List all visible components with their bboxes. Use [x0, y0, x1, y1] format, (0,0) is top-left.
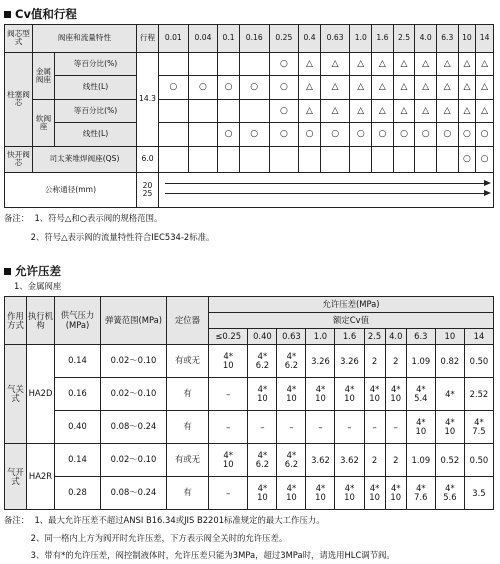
pressure-closed-value: 10 — [286, 492, 297, 502]
spec-mark — [299, 146, 321, 173]
spec-mark — [218, 146, 240, 173]
pressure-open-value: 4* — [257, 483, 268, 494]
cv-col: 6.3 — [436, 25, 458, 53]
spec-mark — [350, 146, 372, 173]
pressure-open-value: 4* — [445, 388, 455, 399]
cv-col: 1.0 — [350, 25, 372, 53]
spring-value: 0.08～0.24 — [101, 477, 167, 510]
pressure-closed-value: 10 — [315, 393, 326, 403]
nominal-20: 20 — [142, 181, 153, 191]
spring-header: 弹簧范围(MPa) — [101, 297, 167, 345]
spec-mark — [436, 146, 458, 173]
spec-mark: △ — [415, 99, 437, 122]
spec-mark: △ — [458, 52, 476, 75]
pressure-open-value: 2 — [393, 355, 399, 366]
pressure-closed-value: 5.6 — [443, 492, 457, 502]
metal-equal-row — [5, 52, 494, 75]
pressure-open-value: – — [347, 421, 352, 432]
pressure-value — [435, 444, 464, 477]
pressure-value — [435, 378, 464, 411]
pressure-open-value: 3.26 — [311, 355, 330, 366]
pressure-open-value: – — [318, 421, 323, 432]
spec-mark: △ — [415, 52, 437, 75]
spec-mark: ○ — [269, 52, 299, 75]
pressure-open-value: 3.26 — [340, 355, 359, 366]
diff-header: 允许压差(MPa) — [209, 297, 494, 313]
actuator-header: 执行机构 — [27, 297, 55, 345]
spec-mark: ○ — [393, 123, 415, 146]
spec-mark: △ — [476, 76, 494, 99]
cv-col: ≤0.25 — [209, 329, 248, 345]
pressure-value — [385, 378, 406, 411]
pressure-open-value: 0.82 — [440, 355, 460, 366]
equal-pct-label: 等百分比(%) — [55, 52, 137, 75]
pressure-open-value: 1.09 — [411, 355, 431, 366]
quick-stroke: 6.0 — [137, 146, 159, 173]
pressure-value — [306, 444, 335, 477]
section2-note-1: 备注： 1、最大允许压差不超过ANSI B16.34或JIS B2201标准规定的最大工作压力。 — [4, 515, 325, 525]
pressure-open-value: 0.50 — [469, 355, 489, 366]
pressure-value — [364, 411, 385, 444]
spec-mark: ○ — [415, 123, 437, 146]
pressure-value — [248, 477, 277, 510]
spec-mark: △ — [320, 99, 350, 122]
pressure-closed-value: 10 — [369, 492, 380, 502]
pressure-value — [209, 444, 248, 477]
pressure-open-value: – — [260, 421, 265, 432]
section1-title-text: Cv值和行程 — [15, 7, 77, 21]
pressure-open-value: – — [372, 421, 377, 432]
spec-mark — [188, 52, 218, 75]
pressure-closed-value: 10 — [415, 426, 427, 436]
pressure-value — [335, 444, 364, 477]
cv-col: 0.04 — [188, 25, 218, 53]
section2-title-text: 允许压差 — [15, 264, 61, 278]
supply-value: 0.14 — [55, 444, 101, 477]
cv-col: 0.40 — [248, 329, 277, 345]
spec-mark: △ — [476, 99, 494, 122]
supply-value: 0.40 — [55, 411, 101, 444]
cv-col: 1.6 — [335, 329, 364, 345]
pressure-closed-value: 10 — [257, 393, 268, 403]
spec-mark: △ — [458, 76, 476, 99]
pressure-open-value: 4* — [257, 450, 268, 461]
spec-mark: ○ — [299, 123, 321, 146]
pressure-open-value: 4* — [286, 351, 297, 362]
allowable-pressure-table — [4, 296, 494, 510]
spec-mark: △ — [350, 76, 372, 99]
cv-col: 0.63 — [277, 329, 306, 345]
section2-subtitle: 1、金属阀座 — [14, 281, 62, 291]
spec-mark — [393, 146, 415, 173]
soft-seat-label: 软阀座 — [33, 99, 55, 146]
spec-mark: ○ — [476, 146, 494, 173]
pressure-open-value: 2 — [393, 454, 399, 465]
pressure-closed-value: 6.2 — [255, 459, 270, 469]
pressure-open-value: 4* — [344, 483, 355, 494]
section1-title — [4, 6, 77, 22]
linear-label: 线性(L) — [55, 123, 137, 146]
spec-mark: △ — [458, 99, 476, 122]
spec-mark — [239, 99, 269, 122]
table-row — [5, 477, 494, 510]
pressure-closed-value: 10 — [222, 360, 234, 370]
pressure-closed-value: 10 — [390, 492, 402, 502]
pressure-open-value: – — [393, 421, 398, 432]
spec-mark — [159, 146, 189, 173]
pressure-closed-value: 10 — [344, 393, 355, 403]
pressure-open-value: 4* — [390, 384, 401, 395]
pressure-value — [248, 378, 277, 411]
supply-header: 供气压力(MPa) — [55, 297, 101, 345]
air-open-label: 气开式 — [5, 444, 27, 510]
pressure-value — [277, 477, 306, 510]
cv-col: 0.01 — [159, 25, 189, 53]
pressure-value — [248, 444, 277, 477]
range-arrow-20 — [165, 183, 485, 184]
cv-col: 0.1 — [218, 25, 240, 53]
pressure-open-value: 3.62 — [340, 454, 359, 465]
pressure-value — [209, 345, 248, 378]
square-bullet-icon — [4, 11, 11, 18]
section2-note-2: 2、同一格内上方为阀开时允许压差，下方表示阀全关时的允许压差。 — [4, 533, 288, 543]
pressure-value — [364, 444, 385, 477]
spec-mark: ○ — [218, 123, 240, 146]
spec-mark: ○ — [269, 76, 299, 99]
positioner-value: 有或无 — [167, 444, 209, 477]
pressure-open-value: – — [226, 388, 231, 399]
pressure-open-value: 4* — [315, 483, 326, 494]
pressure-value — [406, 378, 435, 411]
section2-title — [4, 263, 61, 279]
positioner-header: 定位器 — [167, 297, 209, 345]
pressure-open-value: 4* — [445, 483, 455, 494]
pressure-value — [335, 378, 364, 411]
pressure-open-value: – — [226, 487, 231, 498]
pressure-value — [277, 411, 306, 444]
supply-value: 0.16 — [55, 378, 101, 411]
pressure-open-value: 2 — [371, 355, 378, 366]
cv-stroke-table — [4, 24, 494, 208]
pressure-value — [385, 477, 406, 510]
air-close-label: 气关式 — [5, 345, 27, 444]
pressure-value — [306, 411, 335, 444]
pressure-value — [406, 477, 435, 510]
spec-mark — [188, 146, 218, 173]
metal-seat-label: 金属阀座 — [33, 52, 55, 99]
pressure-value — [385, 345, 406, 378]
pressure-open-value: 2.52 — [469, 388, 489, 399]
pressure-closed-value: 10 — [344, 492, 355, 502]
spec-mark — [188, 123, 218, 146]
spring-value: 0.08～0.24 — [101, 411, 167, 444]
cv-col: 0.25 — [269, 25, 299, 53]
pressure-open-value: 3.62 — [311, 454, 330, 465]
soft-linear-row — [5, 123, 494, 146]
spec-mark: △ — [350, 99, 372, 122]
pressure-open-value: 4* — [286, 384, 297, 395]
pressure-value — [277, 444, 306, 477]
actuator-ha2r: HA2R — [27, 444, 55, 510]
pressure-value — [209, 411, 248, 444]
quick-seat-label: 司太莱堆焊阀座(QS) — [33, 146, 137, 173]
positioner-value: 有 — [167, 378, 209, 411]
spec-mark — [218, 52, 240, 75]
pressure-closed-value: 10 — [390, 393, 402, 403]
pressure-open-value: 4* — [416, 384, 426, 395]
cv-col: 10 — [435, 329, 464, 345]
spec-mark: ○ — [159, 76, 189, 99]
pressure-open-value: 4* — [416, 417, 426, 428]
pressure-value — [464, 444, 493, 477]
table-row — [5, 411, 494, 444]
stroke-header: 行程 — [137, 25, 159, 53]
spec-mark: △ — [299, 76, 321, 99]
positioner-value: 有 — [167, 477, 209, 510]
pressure-open-value: 4* — [369, 384, 380, 395]
spec-mark: ○ — [458, 146, 476, 173]
rated-cv-header: 额定Cv值 — [209, 313, 494, 329]
pressure-value — [209, 477, 248, 510]
pressure-open-value: 4* — [223, 351, 233, 362]
pressure-value — [248, 345, 277, 378]
pressure-closed-value: 5.4 — [414, 393, 428, 403]
spec-mark: △ — [393, 76, 415, 99]
pressure-open-value: 4* — [315, 384, 326, 395]
pressure-closed-value: 10 — [286, 393, 297, 403]
cv-col: 14 — [476, 25, 494, 53]
pressure-value — [335, 477, 364, 510]
cv-col: 2.5 — [364, 329, 385, 345]
pressure-value — [464, 345, 493, 378]
spec-mark: ○ — [269, 99, 299, 122]
spec-mark: △ — [393, 99, 415, 122]
spec-mark: △ — [436, 99, 458, 122]
pressure-value — [464, 477, 493, 510]
supply-value: 0.28 — [55, 477, 101, 510]
spring-value: 0.02～0.10 — [101, 444, 167, 477]
spec-mark: ○ — [188, 76, 218, 99]
seat-header: 阀座和流量特性 — [33, 25, 137, 53]
cv-col: 0.63 — [320, 25, 350, 53]
pressure-open-value: 4* — [369, 483, 380, 494]
spring-value: 0.02～0.10 — [101, 378, 167, 411]
actuator-ha2d: HA2D — [27, 345, 55, 444]
pressure-closed-value: 10 — [369, 393, 380, 403]
spec-mark — [188, 99, 218, 122]
pressure-value — [464, 378, 493, 411]
spec-mark: △ — [372, 99, 394, 122]
supply-value: 0.14 — [55, 345, 101, 378]
cv-col: 1.0 — [306, 329, 335, 345]
cv-col: 1.6 — [372, 25, 394, 53]
plunger-label: 柱塞阀芯 — [5, 52, 33, 146]
pressure-open-value: – — [289, 421, 294, 432]
spec-mark: △ — [372, 76, 394, 99]
pressure-open-value: 4* — [223, 450, 233, 461]
pressure-value — [248, 411, 277, 444]
pressure-open-value: 4* — [257, 351, 268, 362]
spec-mark: △ — [476, 52, 494, 75]
pressure-value — [306, 477, 335, 510]
equal-pct-label: 等百分比(%) — [55, 99, 137, 122]
spec-mark: △ — [436, 76, 458, 99]
pressure-value — [464, 411, 493, 444]
pressure-value — [306, 378, 335, 411]
spec-mark: △ — [299, 99, 321, 122]
cv-col: 10 — [458, 25, 476, 53]
spec-mark — [159, 123, 189, 146]
pressure-closed-value: 6.2 — [284, 360, 299, 370]
metal-linear-row — [5, 76, 494, 99]
spec-mark: ○ — [269, 123, 299, 146]
cv-header-row — [5, 25, 494, 53]
pressure-value — [406, 345, 435, 378]
pressure-open-value: 4* — [474, 417, 484, 428]
pressure-open-value: – — [226, 421, 231, 432]
spec-mark: ○ — [436, 123, 458, 146]
section2-note-3: 3、带有*的允许压差，阀控制液体时，允许压差只能为3MPa，超过3MPa时，请选用HLC调节阀。 — [4, 550, 395, 560]
spec-mark: ○ — [239, 123, 269, 146]
nominal-row — [5, 173, 494, 208]
section1-note-2: 2、符号△表示阀的流量特性符合IEC534-2标准。 — [4, 232, 215, 242]
cv-col: 14 — [464, 329, 493, 345]
pressure-value — [385, 444, 406, 477]
table-row — [5, 444, 494, 477]
spec-mark: ○ — [476, 123, 494, 146]
spec-mark — [159, 52, 189, 75]
pressure-value — [435, 345, 464, 378]
positioner-value: 有或无 — [167, 345, 209, 378]
nominal-label: 公称通径(mm) — [44, 184, 97, 194]
quick-label: 快开阀芯 — [5, 146, 33, 173]
spec-mark: ○ — [372, 123, 394, 146]
pressure-value — [435, 411, 464, 444]
pressure-value — [385, 411, 406, 444]
pressure-value — [277, 378, 306, 411]
pressure-open-value: 0.50 — [469, 454, 489, 465]
pressure-open-value: 4* — [286, 450, 297, 461]
spec-mark — [269, 146, 299, 173]
section1-note-1: 备注： 1、符号△和○表示阀的规格范围。 — [4, 213, 163, 223]
spec-mark: △ — [320, 52, 350, 75]
spec-mark: △ — [415, 76, 437, 99]
spec-mark: ○ — [239, 76, 269, 99]
cv-col: 2.5 — [393, 25, 415, 53]
cv-col: 0.16 — [239, 25, 269, 53]
spec-mark — [218, 99, 240, 122]
pressure-open-value: 3.5 — [472, 487, 486, 498]
pressure-closed-value: 6.2 — [255, 360, 270, 370]
cv-col: 4.0 — [415, 25, 437, 53]
cv-col: 0.4 — [299, 25, 321, 53]
spec-mark: ○ — [320, 123, 350, 146]
nominal-25: 25 — [142, 189, 153, 199]
range-arrow-25 — [165, 193, 485, 194]
square-bullet-icon — [4, 268, 11, 275]
pressure-value — [364, 477, 385, 510]
table-row — [5, 378, 494, 411]
pressure-closed-value: 10 — [444, 426, 456, 436]
spec-mark: △ — [372, 52, 394, 75]
pressure-value — [335, 411, 364, 444]
spec-mark: △ — [393, 52, 415, 75]
cv-col: 4.0 — [385, 329, 406, 345]
nominal-sizes — [137, 173, 159, 208]
pressure-value — [209, 378, 248, 411]
soft-equal-row — [5, 99, 494, 122]
spec-mark: △ — [436, 52, 458, 75]
spec-mark: △ — [320, 76, 350, 99]
spec-mark: △ — [350, 52, 372, 75]
pressure-value — [406, 411, 435, 444]
pressure-value — [364, 378, 385, 411]
pressure-closed-value: 10 — [222, 459, 234, 469]
pressure-closed-value: 7.6 — [414, 492, 428, 502]
pressure-value — [306, 345, 335, 378]
pressure-value — [406, 444, 435, 477]
pressure-closed-value: 7.5 — [472, 426, 486, 436]
spec-mark — [239, 52, 269, 75]
type-header: 阀芯型式 — [5, 25, 33, 53]
quick-open-row — [5, 146, 494, 173]
spec-mark: ○ — [218, 76, 240, 99]
cv-col: 6.3 — [406, 329, 435, 345]
action-header: 作用方式 — [5, 297, 27, 345]
nominal-label-cell — [5, 173, 137, 208]
table-row — [5, 345, 494, 378]
pressure-closed-value: 10 — [315, 492, 326, 502]
pressure-open-value: 4* — [416, 483, 426, 494]
pressure-open-value: 2 — [371, 454, 378, 465]
spec-mark — [372, 146, 394, 173]
pressure-closed-value: 10 — [257, 492, 268, 502]
pressure-value — [335, 345, 364, 378]
pressure-value — [435, 477, 464, 510]
spec-mark: △ — [299, 52, 321, 75]
spring-value: 0.02～0.10 — [101, 345, 167, 378]
pressure-open-value: 4* — [390, 483, 401, 494]
spec-mark — [415, 146, 437, 173]
spec-mark: ○ — [458, 123, 476, 146]
spec-mark — [159, 99, 189, 122]
pressure-open-value: 4* — [286, 483, 297, 494]
spec-mark: ○ — [350, 123, 372, 146]
pressure-open-value: 4* — [257, 384, 268, 395]
pressure-open-value: 4* — [445, 417, 455, 428]
positioner-value: 有 — [167, 411, 209, 444]
spec-mark — [320, 146, 350, 173]
pressure-open-value: 0.52 — [440, 454, 460, 465]
pressure-open-value: 1.09 — [411, 454, 431, 465]
linear-label: 线性(L) — [55, 76, 137, 99]
nominal-range-cell — [159, 173, 494, 208]
stroke-value: 14.3 — [137, 52, 159, 146]
pressure-value — [364, 345, 385, 378]
pressure-closed-value: 6.2 — [284, 459, 299, 469]
spec-mark — [239, 146, 269, 173]
pressure-header-row-1 — [5, 297, 494, 313]
pressure-value — [277, 345, 306, 378]
pressure-open-value: 4* — [344, 384, 355, 395]
